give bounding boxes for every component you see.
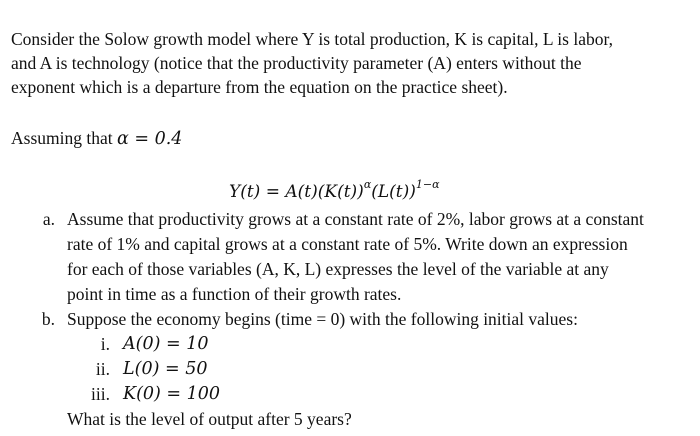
item-a-marker: a. — [42, 209, 55, 229]
equation-main: Y(t) = A(t)(K(t)) — [229, 182, 364, 202]
subitem-iii-value: K(0) = 100 — [123, 384, 221, 404]
item-a-line-4: point in time as a function of their growth rates. — [67, 284, 402, 304]
equation-labor-exponent: 1−α — [415, 178, 440, 191]
equation-labor-term: (L(t)) — [371, 182, 416, 202]
assumption-text: Assuming that — [11, 128, 117, 148]
subitem-i-value: A(0) = 10 — [123, 334, 209, 354]
final-question: What is the level of output after 5 years? — [67, 409, 352, 429]
production-equation — [229, 178, 440, 205]
subitem-i-marker: i. — [100, 334, 110, 354]
item-a-line-1: Assume that productivity grows at a constant rate of 2%, labor grows at a constant — [67, 209, 644, 229]
intro-line-2: and A is technology (notice that the productivity parameter (A) enters without the — [11, 53, 582, 73]
subitem-ii-marker: ii. — [95, 359, 110, 379]
equation-alpha-exponent: α — [363, 178, 372, 191]
intro-line-3: exponent which is a departure from the equation on the practice sheet). — [11, 77, 508, 97]
intro-line-1: Consider the Solow growth model where Y is total production, K is capital, L is labor, — [11, 29, 613, 49]
subitem-iii-marker: iii. — [91, 384, 110, 404]
item-b-line-1: Suppose the economy begins (time = 0) with the following initial values: — [67, 309, 578, 329]
item-a-line-2: rate of 1% and capital grows at a constant rate of 5%. Write down an expression — [67, 234, 628, 254]
assumption-math: α = 0.4 — [116, 129, 183, 149]
assumption-line — [11, 127, 182, 150]
item-b-marker: b. — [41, 309, 55, 329]
item-a-line-3: for each of those variables (A, K, L) expresses the level of the variable at any — [67, 259, 609, 279]
subitem-ii-value: L(0) = 50 — [123, 359, 208, 379]
